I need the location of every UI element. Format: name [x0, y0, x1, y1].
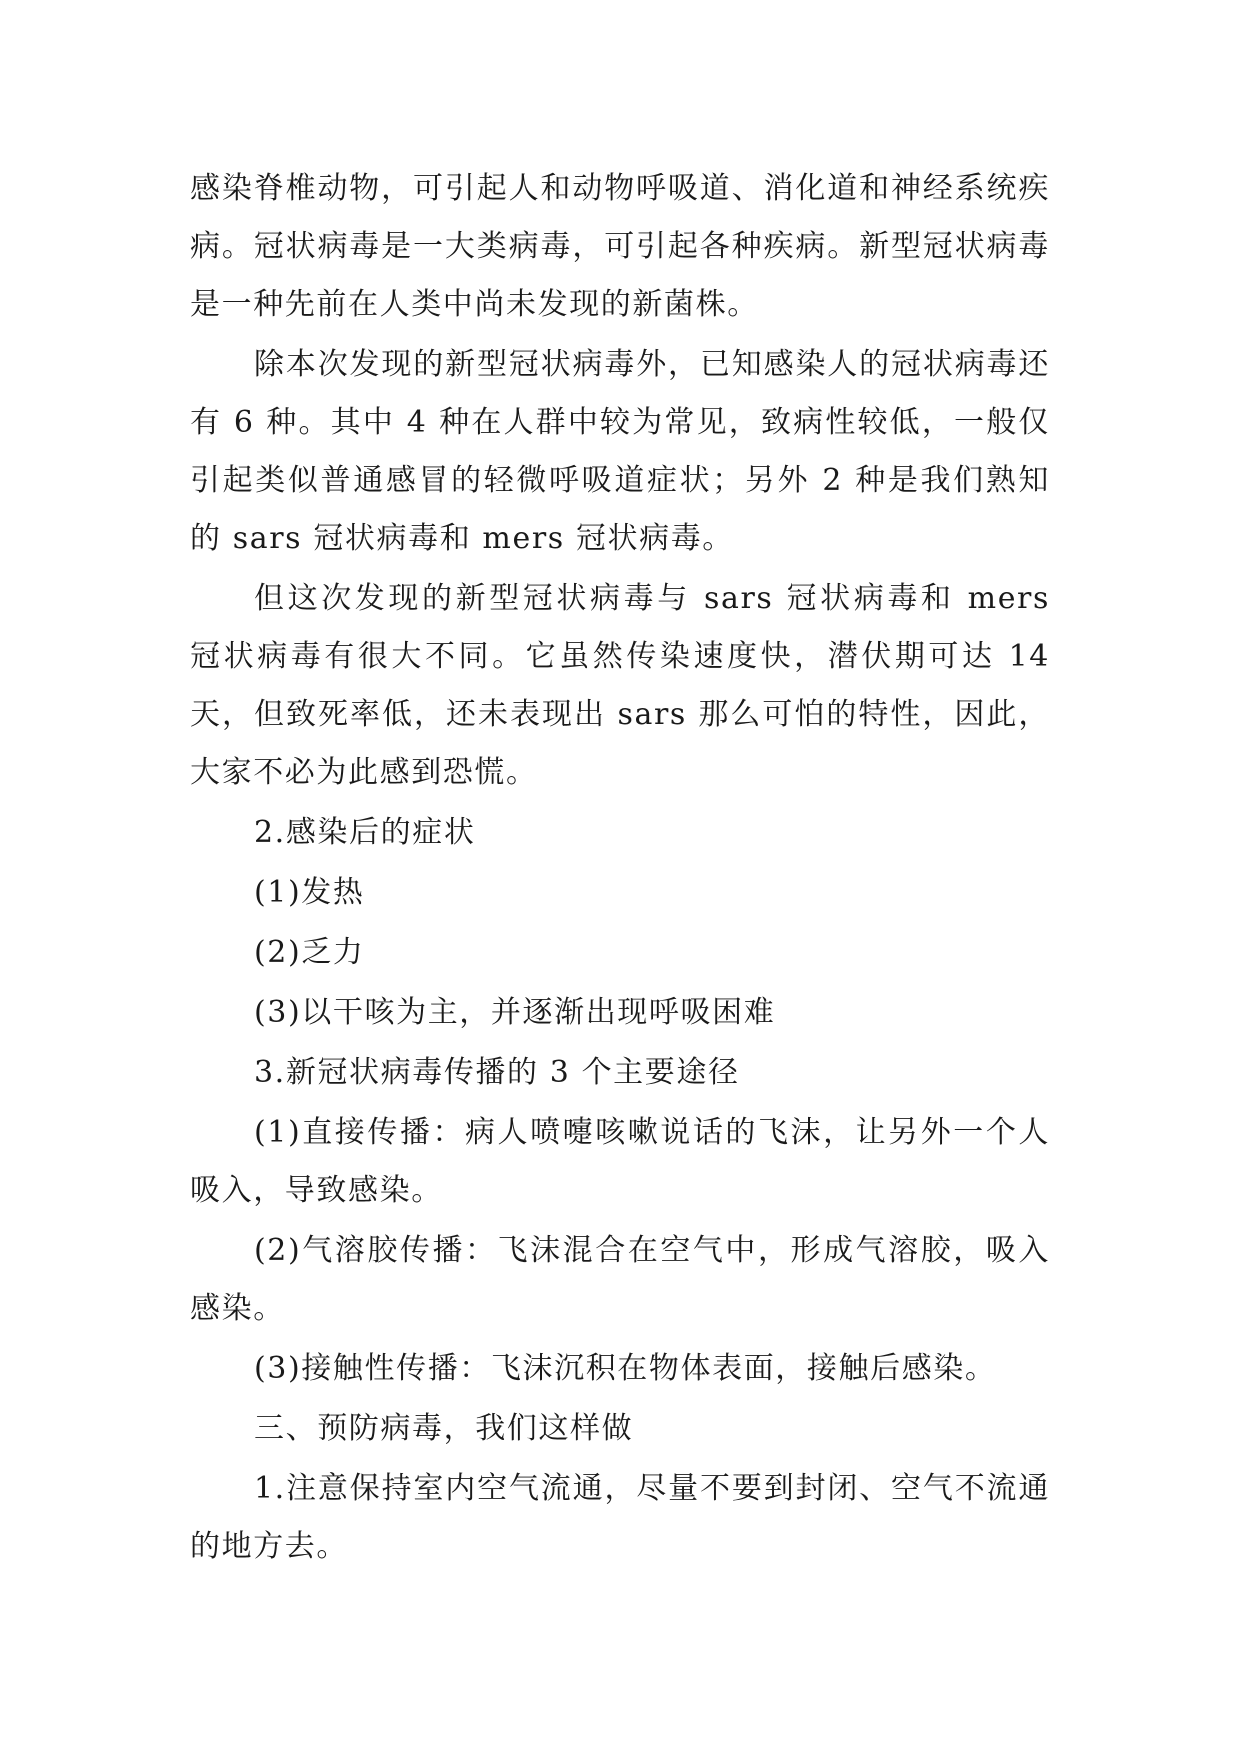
- document-page: [190, 160, 1050, 1578]
- list-item-contact-transmission: (3)接触性传播：飞沫沉积在物体表面，接触后感染。: [254, 1351, 997, 1386]
- paragraph-3: 但这次发现的新型冠状病毒与 sars 冠状病毒和 mers 冠状病毒有很大不同。它虽然传染速度快，潜伏期可达 14 天，但致死率低，还未表现出 sars 那么可怕的特性，因此，大家不必为此感到恐慌。: [190, 581, 1050, 790]
- section-heading-symptoms: 2.感染后的症状: [254, 815, 476, 850]
- list-item-ventilation: 1.注意保持室内空气流通，尽量不要到封闭、空气不流通的地方去。: [190, 1471, 1050, 1564]
- list-item-fever: (1)发热: [254, 875, 365, 910]
- section-heading-prevention: 三、预防病毒，我们这样做: [254, 1411, 634, 1446]
- paragraph-1: 感染脊椎动物，可引起人和动物呼吸道、消化道和神经系统疾病。冠状病毒是一大类病毒，可引起各种疾病。新型冠状病毒是一种先前在人类中尚未发现的新菌株。: [190, 171, 1050, 322]
- list-item-dry-cough: (3)以干咳为主，并逐渐出现呼吸困难: [254, 995, 776, 1030]
- list-item-direct-transmission: (1)直接传播：病人喷嚏咳嗽说话的飞沫，让另外一个人吸入，导致感染。: [190, 1115, 1050, 1208]
- section-heading-transmission: 3.新冠状病毒传播的 3 个主要途径: [254, 1055, 740, 1090]
- list-item-fatigue: (2)乏力: [254, 935, 365, 970]
- list-item-aerosol-transmission: (2)气溶胶传播：飞沫混合在空气中，形成气溶胶，吸入感染。: [190, 1233, 1050, 1326]
- paragraph-2: 除本次发现的新型冠状病毒外，已知感染人的冠状病毒还有 6 种。其中 4 种在人群中较为常见，致病性较低，一般仅引起类似普通感冒的轻微呼吸道症状；另外 2 种是我们熟知的 sars 冠状病毒和 mers 冠状病毒。: [190, 347, 1050, 556]
